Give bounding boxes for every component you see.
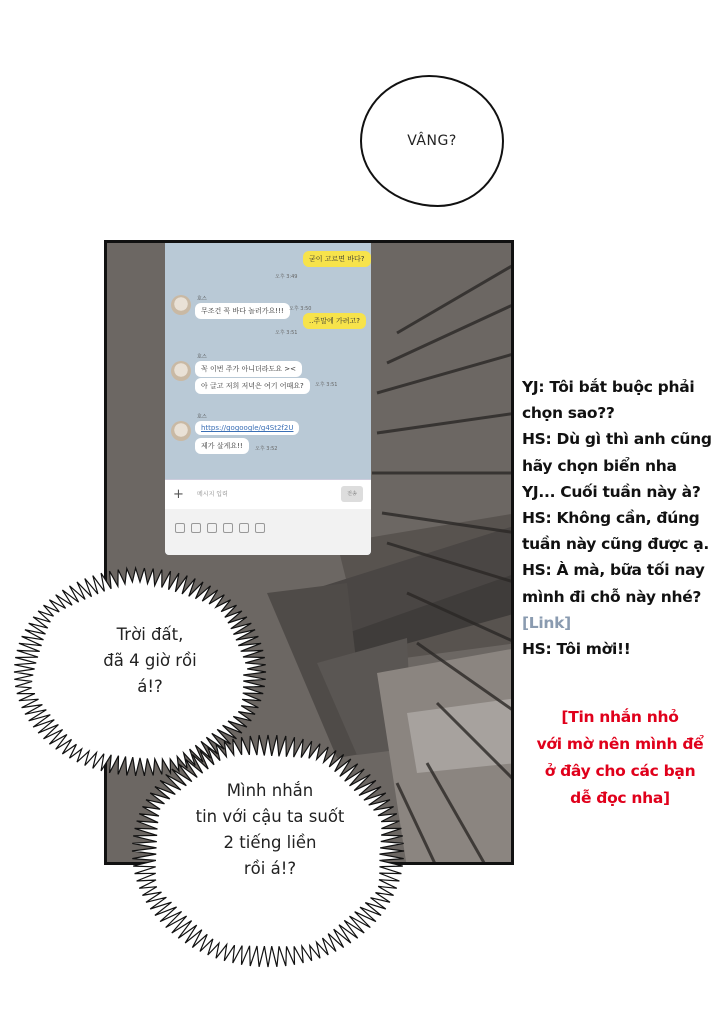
translation-caption — [522, 374, 720, 662]
chat-link-bubble[interactable]: https://gogoogle/g4St2f2U — [195, 421, 299, 435]
caption-link-line: [Link] — [522, 613, 571, 632]
note-line: ở đây cho các bạn — [544, 762, 696, 780]
avatar — [171, 361, 191, 381]
caption-line: YJ... Cuối tuần này à? — [522, 482, 701, 501]
camera-icon[interactable] — [191, 523, 201, 533]
phone-screen — [165, 243, 371, 555]
caption-line: HS: À mà, bữa tối nay — [522, 561, 705, 580]
speech-bubble-top — [360, 75, 504, 207]
bubble-line: á!? — [137, 677, 163, 696]
chat-time: 오후 3:51 — [275, 330, 298, 336]
caption-line: HS: Không cần, đúng — [522, 509, 700, 528]
caption-line: hãy chọn biển nha — [522, 456, 677, 475]
spiky-bubble-1-text — [80, 622, 220, 700]
file-icon[interactable] — [223, 523, 233, 533]
spiky-bubble-2-text — [175, 778, 365, 882]
chat-time: 오후 3:49 — [275, 274, 298, 280]
more-icon[interactable] — [255, 523, 265, 533]
note-line: [Tin nhắn nhỏ — [561, 708, 679, 726]
chat-bubble-in: 꼭 이번 주가 아니더라도요 >< — [195, 361, 302, 377]
bubble-line: tin với cậu ta suốt — [195, 807, 345, 826]
chat-input-placeholder[interactable]: 메시지 입력 — [197, 491, 228, 498]
chat-sender-name: 호스 — [197, 296, 207, 302]
chat-bubble-out: ..주말에 가려고? — [303, 313, 366, 329]
caption-line: HS: Tôi mời!! — [522, 640, 631, 659]
bubble-line: 2 tiếng liền — [223, 833, 317, 852]
chat-time: 오후 3:50 — [289, 306, 312, 312]
chat-bubble-in: 아 글고 저희 저녁은 여기 어때요? — [195, 378, 310, 394]
caption-line: mình đi chỗ này nhé? — [522, 587, 702, 606]
send-button[interactable]: 전송 — [341, 486, 363, 502]
chat-time: 오후 3:52 — [255, 446, 278, 452]
avatar — [171, 421, 191, 441]
image-icon[interactable] — [207, 523, 217, 533]
chat-sender-name: 호스 — [197, 414, 207, 420]
caption-line: YJ: Tôi bắt buộc phải — [522, 378, 695, 396]
chat-bubble-out: 굳이 고르면 바다? — [303, 251, 371, 267]
translator-note — [520, 704, 720, 812]
chat-toolbar — [165, 509, 371, 555]
chat-time: 오후 3:51 — [315, 382, 338, 388]
avatar — [171, 295, 191, 315]
bubble-line: Trời đất, — [116, 625, 184, 644]
note-line: dễ đọc nha] — [570, 789, 670, 807]
chat-bubble-in: 무조건 꼭 바다 놀러가요!!! — [195, 303, 290, 319]
caption-line: chọn sao?? — [522, 404, 615, 423]
chat-input-bar — [165, 479, 371, 510]
caption-line: tuần này cũng được ạ. — [522, 535, 710, 554]
plus-icon[interactable]: + — [173, 487, 184, 502]
caption-line: HS: Dù gì thì anh cũng — [522, 430, 712, 449]
bubble-line: rồi á!? — [243, 859, 297, 878]
calendar-icon[interactable] — [239, 523, 249, 533]
chat-bubble-in: 제가 살게요!! — [195, 438, 249, 454]
emoji-icon[interactable] — [175, 523, 185, 533]
chat-sender-name: 호스 — [197, 354, 207, 360]
bubble-line: Mình nhắn — [226, 781, 314, 800]
note-line: với mờ nên mình để — [536, 735, 704, 753]
bubble-line: đã 4 giờ rồi — [103, 651, 197, 670]
speech-bubble-text: VÂNG? — [407, 133, 457, 149]
